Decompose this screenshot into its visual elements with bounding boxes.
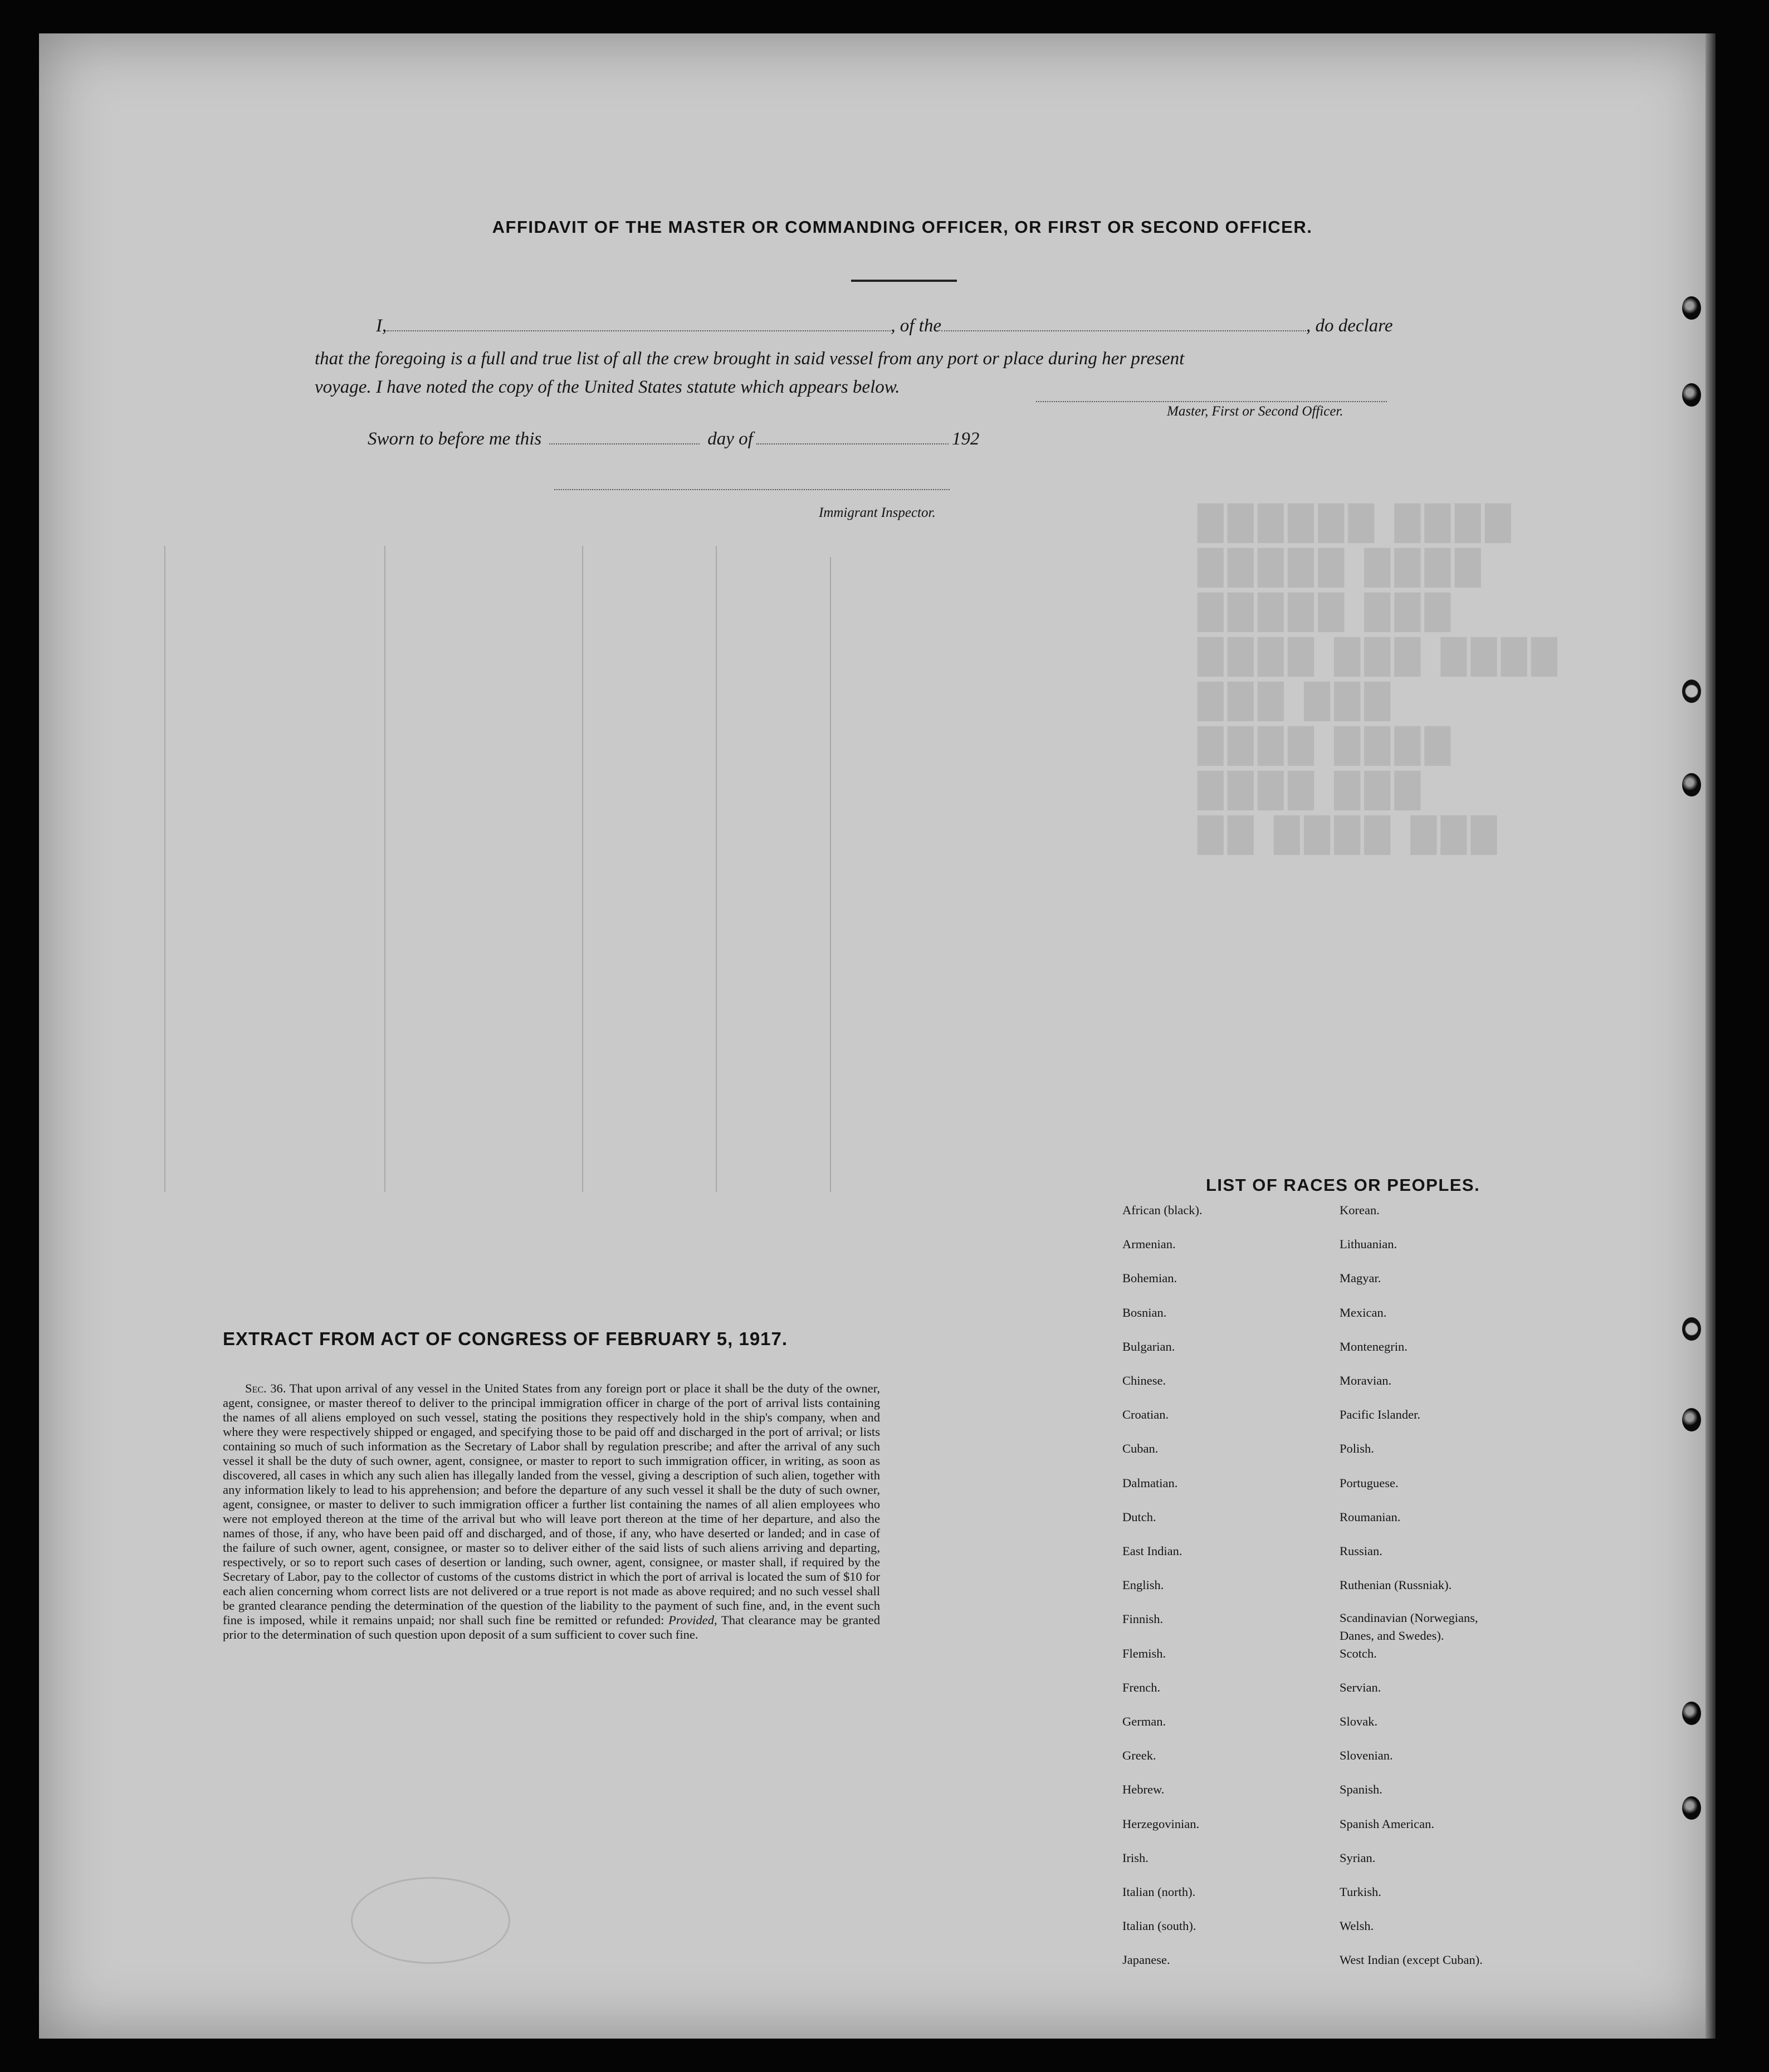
faint-stamp xyxy=(351,1877,510,1964)
race-item: Dalmatian. xyxy=(1122,1475,1178,1490)
race-item: Polish. xyxy=(1340,1441,1374,1456)
race-item: Portuguese. xyxy=(1340,1475,1399,1490)
race-item: Slovenian. xyxy=(1340,1748,1393,1763)
race-item: Spanish American. xyxy=(1340,1816,1434,1831)
faint-column-rule xyxy=(384,546,385,1192)
extract-title: EXTRACT FROM ACT OF CONGRESS OF FEBRUARY 5, 1917. xyxy=(223,1328,788,1349)
race-item: Slovak. xyxy=(1340,1714,1378,1728)
race-item: Turkish. xyxy=(1340,1885,1381,1899)
race-item: Spanish. xyxy=(1340,1782,1382,1797)
officer-name-field[interactable] xyxy=(387,330,891,331)
race-item: Lithuanian. xyxy=(1340,1237,1397,1252)
vessel-name-field[interactable] xyxy=(941,330,1306,331)
binder-hole-icon xyxy=(1682,1408,1701,1431)
race-item: African (black). xyxy=(1122,1203,1203,1217)
race-item: Hebrew. xyxy=(1122,1782,1165,1797)
binder-hole-icon xyxy=(1682,773,1701,796)
race-item: Bosnian. xyxy=(1122,1305,1167,1320)
form-page xyxy=(39,33,1716,2039)
race-item: Mexican. xyxy=(1340,1305,1387,1320)
sworn-day-field[interactable] xyxy=(549,443,700,444)
race-item: Finnish. xyxy=(1122,1612,1164,1626)
master-signature-line[interactable] xyxy=(1036,401,1387,402)
binder-hole-icon xyxy=(1682,1796,1701,1820)
race-item: Armenian. xyxy=(1122,1237,1176,1252)
race-item: Dutch. xyxy=(1122,1509,1156,1524)
sworn-day-label: day of xyxy=(707,429,753,449)
race-item: Moravian. xyxy=(1340,1374,1392,1387)
race-item: Welsh. xyxy=(1340,1919,1374,1933)
affidavit-line-3: voyage. I have noted the copy of the United States statute which appears below. xyxy=(315,377,900,397)
race-item: Japanese. xyxy=(1122,1953,1170,1967)
race-item: Cuban. xyxy=(1122,1441,1159,1456)
races-title: LIST OF RACES OR PEOPLES. xyxy=(1206,1175,1480,1195)
race-item: Irish. xyxy=(1122,1850,1149,1865)
faint-column-rule xyxy=(582,546,583,1192)
race-item: Montenegrin. xyxy=(1340,1339,1408,1353)
race-item: Bohemian. xyxy=(1122,1271,1177,1286)
race-item: Syrian. xyxy=(1340,1850,1376,1865)
binder-hole-icon xyxy=(1682,1702,1701,1725)
extract-proviso-word: Provided, xyxy=(668,1613,717,1627)
page-edge-shadow xyxy=(1706,33,1716,2039)
race-item: Pacific Islander. xyxy=(1340,1408,1420,1422)
binder-hole-icon xyxy=(1682,1317,1701,1341)
race-item: French. xyxy=(1122,1680,1161,1694)
race-item: Danes, and Swedes). xyxy=(1340,1629,1444,1643)
race-item: Italian (north). xyxy=(1122,1885,1196,1899)
race-item: Greek. xyxy=(1122,1748,1156,1763)
race-item: Herzegovinian. xyxy=(1122,1816,1200,1831)
faint-column-rule xyxy=(830,557,831,1192)
race-item: Roumanian. xyxy=(1340,1509,1401,1524)
race-item: Magyar. xyxy=(1340,1271,1381,1286)
faint-column-rule xyxy=(716,546,717,1192)
race-item: Chinese. xyxy=(1122,1374,1166,1387)
race-item: Bulgarian. xyxy=(1122,1339,1175,1353)
binder-hole-icon xyxy=(1682,383,1701,407)
master-signature-label: Master, First or Second Officer. xyxy=(1167,404,1343,419)
affidavit-declare: , do declare xyxy=(1306,316,1393,336)
inspector-signature-line[interactable] xyxy=(554,489,950,490)
race-item: West Indian (except Cuban). xyxy=(1340,1953,1483,1967)
binder-hole-icon xyxy=(1682,296,1701,320)
affidavit-line-1 xyxy=(376,316,1392,336)
race-item: East Indian. xyxy=(1122,1544,1182,1558)
sworn-line xyxy=(368,429,979,449)
affidavit-i: I, xyxy=(376,316,387,336)
race-item: Croatian. xyxy=(1122,1408,1169,1422)
title-underline xyxy=(851,280,957,282)
affidavit-of-the: , of the xyxy=(891,316,941,336)
affidavit-line-2: that the foregoing is a full and true list of all the crew brought in said vessel from any port or place during her present xyxy=(315,349,1185,369)
extract-proviso-text: That clearance may be granted prior to the determination of such question upon deposit of a sum sufficient to cover such fine. xyxy=(223,1613,880,1641)
race-item: Scandinavian (Norwegians, xyxy=(1340,1611,1478,1625)
binder-hole-icon xyxy=(1682,680,1701,703)
race-item: Italian (south). xyxy=(1122,1919,1196,1933)
race-item: Servian. xyxy=(1340,1680,1381,1694)
race-item: Russian. xyxy=(1340,1544,1382,1558)
extract-section: Sec. 36. xyxy=(245,1381,286,1395)
race-item: Flemish. xyxy=(1122,1646,1166,1660)
extract-text: That upon arrival of any vessel in the United States from any foreign port or place it shall be the duty of the owner, agent, consignee, or master thereof to deliver to the principal immigration officer in charge of the port of arrival lists containing the names of all aliens employed on such vessel, stating the positions they respectively hold in the ship's company, when and where they were respectively shipped or engaged, and specifying those to be paid off and discharged in the port of arrival; or lists containing so much of such information as the Secretary of Labor shall by regulation prescribe; and after the arrival of any such vessel it shall be the duty of such owner, agent, consignee, or master to report to such immigration officer, in writing, as soon as discovered, all cases in which any such alien has illegally landed from the vessel, giving a description of such alien, together with any information likely to lead to his apprehension; and before the departure of any such vessel it shall be the duty of such owner, agent, consignee, or master to deliver to such immigration officer a further list containing the names of all alien employees who were not employed thereon at the time of the arrival but who will leave port thereon at the time of her departure, and also the names of those, if any, who have been paid off and discharged, and of those, if any, who have deserted or landed; and in case of the failure of such owner, agent, consignee, or master so to deliver either of the said lists of such aliens arriving and departing, respectively, or so to report such cases of desertion or landing, such owner, agent, consignee, or master shall, if required by the Secretary of Labor, pay to the collector of customs of the customs district in which the port of arrival is located the sum of $10 for each alien concerning whom correct lists are not delivered or a true report is not made as above required; and no such vessel shall be granted clearance pending the determination of the question of the liability to the payment of such fine, and, in the event such fine is imposed, while it remains unpaid; nor shall such fine be remitted or refunded: xyxy=(223,1381,880,1627)
race-item: Scotch. xyxy=(1340,1646,1377,1660)
sworn-prefix: Sworn to before me this xyxy=(368,429,542,449)
sworn-year: 192 xyxy=(951,429,980,449)
race-item: German. xyxy=(1122,1714,1166,1728)
extract-body xyxy=(223,1381,880,1642)
race-item: Ruthenian (Russniak). xyxy=(1340,1578,1452,1592)
bleed-through-handwriting: ██████ ████ █████ ████ █████ ███ ████ ███ ████ ███ ███ ████ ████ ████ ███ ██ ████ ███ xyxy=(1198,504,1562,855)
inspector-signature-label: Immigrant Inspector. xyxy=(819,505,936,520)
affidavit-title: AFFIDAVIT OF THE MASTER OR COMMANDING OFFICER, OR FIRST OR SECOND OFFICER. xyxy=(492,217,1313,237)
sworn-month-field[interactable] xyxy=(756,443,949,444)
race-item: Korean. xyxy=(1340,1203,1380,1217)
faint-column-rule xyxy=(164,546,165,1192)
race-item: English. xyxy=(1122,1578,1164,1592)
